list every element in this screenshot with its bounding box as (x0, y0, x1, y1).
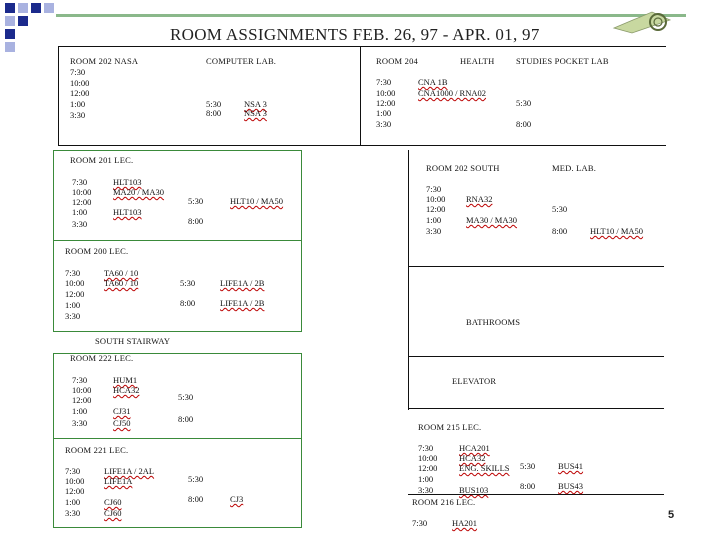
time-slot: 7:30 (65, 466, 81, 476)
evening-time: 8:00 (520, 481, 536, 491)
time-slot: 10:00 (418, 453, 438, 463)
class-code: CJ3 (230, 494, 244, 504)
divider (408, 408, 664, 409)
class-code: LIFE1A / 2B (220, 278, 265, 288)
time-slot: 3:30 (65, 311, 81, 321)
divider (58, 46, 59, 146)
class-code: HCA201 (459, 443, 490, 453)
bathrooms-label: BATHROOMS (466, 317, 521, 327)
room-border (53, 150, 302, 151)
deco-square-3 (31, 3, 41, 13)
class-code: BUS41 (558, 461, 584, 471)
time-slot: 1:00 (72, 406, 88, 416)
class-code: LIFE1A / 2B (220, 298, 265, 308)
divider (408, 150, 409, 410)
time-slot: 3:30 (72, 418, 88, 428)
time-slot: 3:30 (72, 219, 88, 229)
time-slot: 12:00 (70, 88, 90, 98)
room-border (53, 150, 54, 332)
time-slot: 10:00 (426, 194, 446, 204)
room-heading: ROOM 202 SOUTH (426, 163, 500, 173)
time-slot: 12:00 (65, 486, 85, 496)
class-code: CNA 1B (418, 77, 448, 87)
class-code: CJ31 (113, 406, 131, 416)
south-stairway-label: SOUTH STAIRWAY (95, 336, 171, 346)
class-code: BUS103 (459, 485, 489, 495)
class-code: CNA1000 / RNA02 (418, 88, 487, 98)
class-code: ENG. SKILLS (459, 463, 510, 473)
room-border (53, 353, 54, 528)
time-slot: 10:00 (376, 88, 396, 98)
divider (58, 46, 666, 47)
evening-time: 5:30 (516, 98, 532, 108)
time-slot: 3:30 (418, 485, 434, 495)
room-heading: ROOM 201 LEC. (70, 155, 134, 165)
class-code: TA60 / 10 (104, 278, 139, 288)
time-slot: 3:30 (426, 226, 442, 236)
page-number: 5 (668, 509, 675, 521)
room-heading: ROOM 216 LEC. (412, 497, 476, 507)
class-code: HLT10 / MA50 (590, 226, 644, 236)
deco-square-2 (18, 3, 28, 13)
room-heading: ROOM 202 NASA (70, 56, 139, 66)
class-code: HLT103 (113, 207, 142, 217)
room-subheading: HEALTH (460, 56, 495, 66)
divider (408, 266, 664, 267)
divider (360, 46, 361, 146)
room-heading: ROOM 221 LEC. (65, 445, 129, 455)
room-subheading: STUDIES POCKET LAB (516, 56, 609, 66)
time-slot: 10:00 (72, 187, 92, 197)
time-slot: 3:30 (70, 110, 86, 120)
class-code: CJ60 (104, 508, 122, 518)
class-code: TA60 / 10 (104, 268, 139, 278)
room-border (53, 438, 302, 439)
class-code: LIFE1A (104, 476, 133, 486)
class-code: MA20 / MA30 (113, 187, 165, 197)
class-code: NSA 3 (244, 99, 267, 109)
time-slot: 10:00 (70, 78, 90, 88)
class-code: CJ50 (113, 418, 131, 428)
class-code: CJ60 (104, 497, 122, 507)
time-slot: 1:00 (72, 207, 88, 217)
time-slot: 3:30 (65, 508, 81, 518)
class-code: HLT103 (113, 177, 142, 187)
time-slot: 1:00 (65, 497, 81, 507)
class-code: LIFE1A / 2AL (104, 466, 155, 476)
time-slot: 12:00 (72, 197, 92, 207)
time-slot: 1:00 (70, 99, 86, 109)
class-code: HUM1 (113, 375, 138, 385)
time-slot: 12:00 (418, 463, 438, 473)
divider (408, 494, 664, 495)
time-slot: 7:30 (70, 67, 86, 77)
evening-time: 5:30 (520, 461, 536, 471)
time-slot: 10:00 (65, 278, 85, 288)
class-code: HCA32 (113, 385, 140, 395)
time-slot: 7:30 (418, 443, 434, 453)
deco-square-1 (5, 3, 15, 13)
time-slot: 12:00 (376, 98, 396, 108)
room-heading: ROOM 222 LEC. (70, 353, 134, 363)
evening-time: 8:00 (552, 226, 568, 236)
time-slot: 12:00 (65, 289, 85, 299)
evening-time: 5:30 (206, 99, 222, 109)
room-heading: ROOM 204 (376, 56, 418, 66)
divider (58, 145, 666, 146)
page-title: ROOM ASSIGNMENTS FEB. 26, 97 - APR. 01, 97 (170, 25, 540, 44)
room-subheading: COMPUTER LAB. (206, 56, 277, 66)
time-slot: 10:00 (65, 476, 85, 486)
class-code: RNA32 (466, 194, 493, 204)
top-banner-line (56, 14, 686, 17)
time-slot: 12:00 (72, 395, 92, 405)
room-border (53, 527, 302, 528)
deco-square-5 (5, 16, 15, 26)
room-heading: ROOM 215 LEC. (418, 422, 482, 432)
room-subheading: MED. LAB. (552, 163, 597, 173)
deco-square-4 (44, 3, 54, 13)
time-slot: 7:30 (412, 518, 428, 528)
time-slot: 7:30 (376, 77, 392, 87)
evening-time: 8:00 (180, 298, 196, 308)
deco-square-8 (5, 42, 15, 52)
time-slot: 1:00 (418, 474, 434, 484)
room-border (301, 353, 302, 528)
class-code: HLT10 / MA50 (230, 196, 284, 206)
room-heading: ROOM 200 LEC. (65, 246, 129, 256)
evening-time: 8:00 (516, 119, 532, 129)
evening-time: 5:30 (178, 392, 194, 402)
divider (408, 356, 664, 357)
evening-time: 8:00 (188, 216, 204, 226)
room-border (53, 240, 302, 241)
evening-time: 8:00 (206, 108, 222, 118)
evening-time: 5:30 (180, 278, 196, 288)
time-slot: 12:00 (426, 204, 446, 214)
evening-time: 5:30 (552, 204, 568, 214)
swirl-logo-icon (612, 6, 672, 34)
room-border (301, 150, 302, 332)
evening-time: 5:30 (188, 196, 204, 206)
evening-time: 8:00 (178, 414, 194, 424)
class-code: HA201 (452, 518, 478, 528)
class-code: HCA32 (459, 453, 486, 463)
evening-time: 5:30 (188, 474, 204, 484)
class-code: NSA 3 (244, 108, 267, 118)
time-slot: 7:30 (65, 268, 81, 278)
deco-square-7 (5, 29, 15, 39)
time-slot: 7:30 (72, 375, 88, 385)
time-slot: 1:00 (65, 300, 81, 310)
elevator-label: ELEVATOR (452, 376, 497, 386)
time-slot: 10:00 (72, 385, 92, 395)
class-code: MA30 / MA30 (466, 215, 518, 225)
room-border (53, 331, 302, 332)
time-slot: 1:00 (426, 215, 442, 225)
deco-square-6 (18, 16, 28, 26)
class-code: BUS43 (558, 481, 584, 491)
evening-time: 8:00 (188, 494, 204, 504)
time-slot: 7:30 (426, 184, 442, 194)
time-slot: 7:30 (72, 177, 88, 187)
time-slot: 1:00 (376, 108, 392, 118)
time-slot: 3:30 (376, 119, 392, 129)
